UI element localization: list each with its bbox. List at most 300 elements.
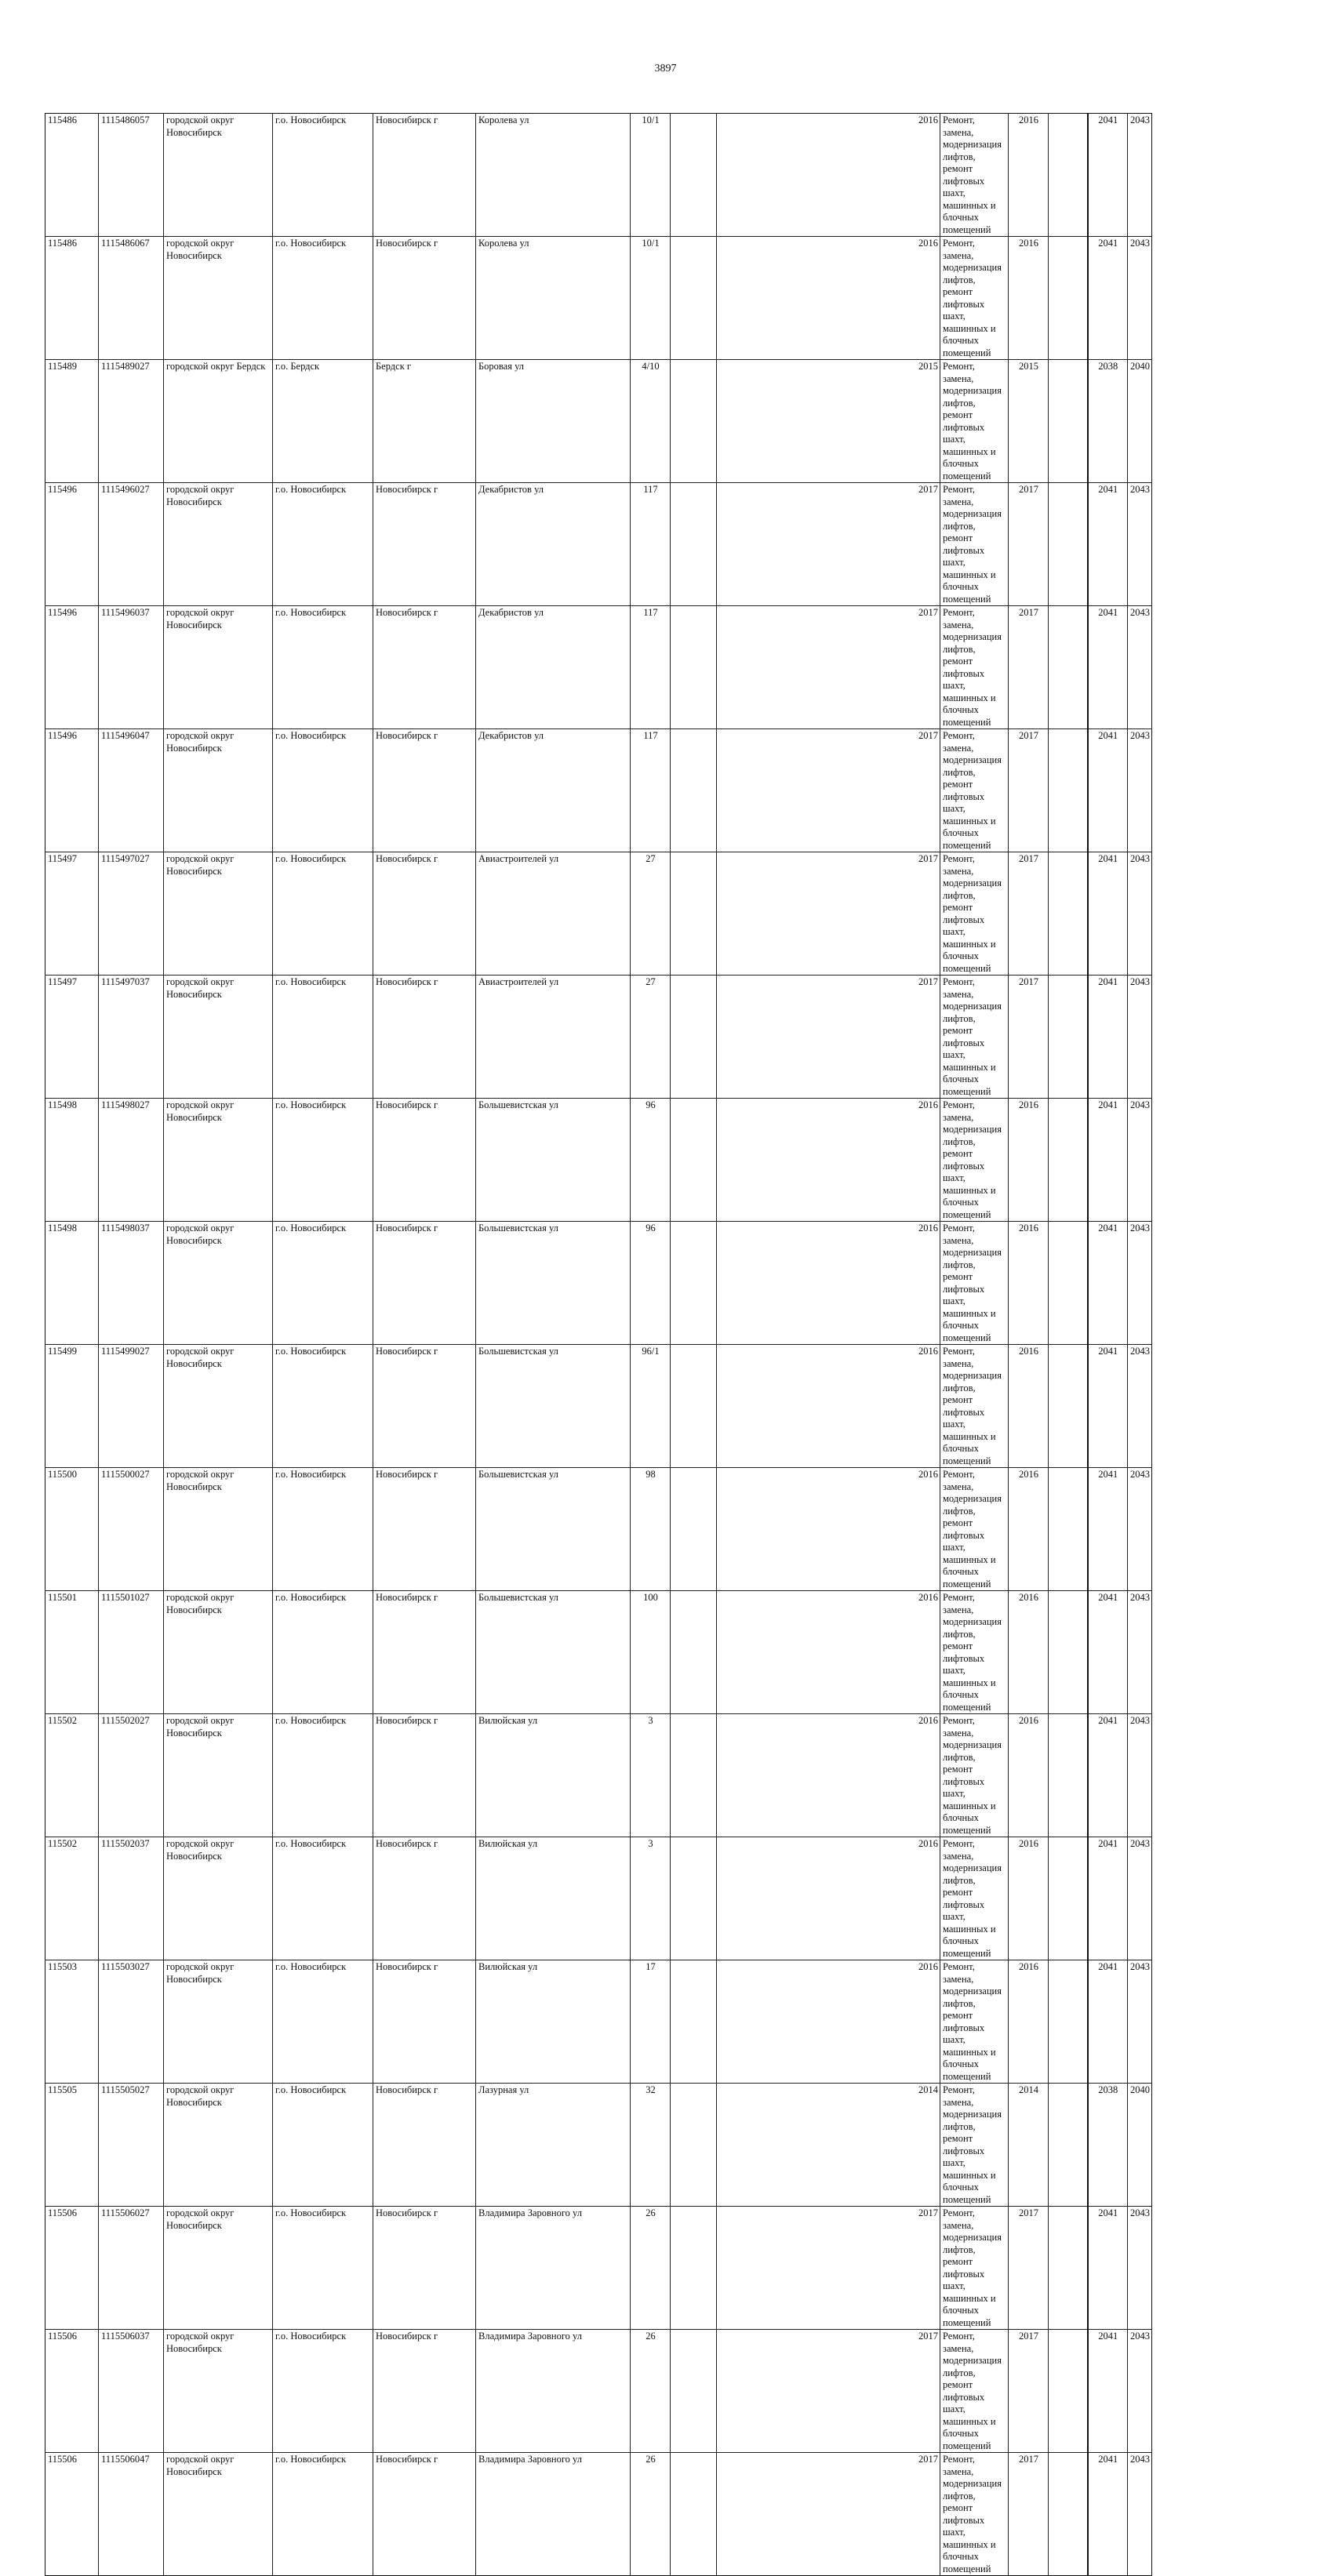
- cell-work: Ремонт, замена, модернизация лифтов, ремонт лифтовых шахт, машинных и блочных помещений: [940, 1099, 1009, 1222]
- cell-from: 2041: [1088, 1222, 1128, 1345]
- cell-extra: [671, 852, 717, 976]
- cell-municipality: г.о. Новосибирск: [273, 1468, 373, 1591]
- cell-street: Вилюйская ул: [476, 1837, 631, 1960]
- cell-from: 2041: [1088, 1837, 1128, 1960]
- cell-district: городской округ Новосибирск: [164, 1714, 273, 1837]
- cell-id: 115501: [45, 1591, 99, 1714]
- cell-municipality: г.о. Новосибирск: [273, 976, 373, 1099]
- cell-extra: [671, 729, 717, 852]
- table-row: [45, 976, 1152, 1099]
- cell-blank: [1049, 2330, 1088, 2453]
- cell-plan-year: 2016: [1009, 1099, 1049, 1222]
- cell-code: 1115486057: [99, 114, 164, 237]
- cell-id: 115503: [45, 1960, 99, 2084]
- cell-code: 1115506037: [99, 2330, 164, 2453]
- cell-code: 1115497027: [99, 852, 164, 976]
- cell-street: Декабристов ул: [476, 483, 631, 606]
- table-row: [45, 729, 1152, 852]
- cell-plan-year: 2017: [1009, 976, 1049, 1099]
- cell-work: Ремонт, замена, модернизация лифтов, ремонт лифтовых шахт, машинных и блочных помещений: [940, 1837, 1009, 1960]
- cell-city: Новосибирск г: [373, 1837, 476, 1960]
- cell-blank: [1049, 1345, 1088, 1468]
- cell-house: 10/1: [631, 114, 671, 237]
- cell-district: городской округ Новосибирск: [164, 1468, 273, 1591]
- cell-year: 2017: [717, 976, 940, 1099]
- cell-plan-year: 2016: [1009, 1468, 1049, 1591]
- cell-work: Ремонт, замена, модернизация лифтов, ремонт лифтовых шахт, машинных и блочных помещений: [940, 1960, 1009, 2084]
- cell-work: Ремонт, замена, модернизация лифтов, ремонт лифтовых шахт, машинных и блочных помещений: [940, 729, 1009, 852]
- cell-district: городской округ Новосибирск: [164, 852, 273, 976]
- cell-district: городской округ Новосибирск: [164, 114, 273, 237]
- cell-year: 2017: [717, 606, 940, 729]
- table-row: [45, 237, 1152, 360]
- cell-id: 115502: [45, 1714, 99, 1837]
- cell-street: Авиастроителей ул: [476, 976, 631, 1099]
- cell-house: 117: [631, 729, 671, 852]
- cell-blank: [1049, 976, 1088, 1099]
- cell-blank: [1049, 729, 1088, 852]
- cell-code: 1115503027: [99, 1960, 164, 2084]
- cell-city: Новосибирск г: [373, 1099, 476, 1222]
- cell-extra: [671, 1837, 717, 1960]
- cell-municipality: г.о. Новосибирск: [273, 1714, 373, 1837]
- cell-code: 1115501027: [99, 1591, 164, 1714]
- cell-extra: [671, 1345, 717, 1468]
- table-row: [45, 1837, 1152, 1960]
- cell-year: 2016: [717, 237, 940, 360]
- cell-plan-year: 2016: [1009, 114, 1049, 237]
- cell-code: 1115498027: [99, 1099, 164, 1222]
- cell-municipality: г.о. Новосибирск: [273, 2453, 373, 2576]
- cell-municipality: г.о. Новосибирск: [273, 1960, 373, 2084]
- cell-to: 2043: [1128, 114, 1152, 237]
- cell-plan-year: 2016: [1009, 1222, 1049, 1345]
- cell-plan-year: 2016: [1009, 1714, 1049, 1837]
- cell-street: Большевистская ул: [476, 1345, 631, 1468]
- cell-year: 2014: [717, 2084, 940, 2207]
- cell-street: Декабристов ул: [476, 729, 631, 852]
- cell-id: 115496: [45, 606, 99, 729]
- table-row: [45, 2330, 1152, 2453]
- cell-to: 2043: [1128, 2453, 1152, 2576]
- cell-to: 2043: [1128, 1960, 1152, 2084]
- cell-house: 117: [631, 483, 671, 606]
- cell-municipality: г.о. Новосибирск: [273, 483, 373, 606]
- cell-plan-year: 2016: [1009, 1960, 1049, 2084]
- cell-city: Новосибирск г: [373, 1468, 476, 1591]
- cell-municipality: г.о. Новосибирск: [273, 1222, 373, 1345]
- cell-from: 2041: [1088, 237, 1128, 360]
- cell-plan-year: 2016: [1009, 237, 1049, 360]
- cell-house: 17: [631, 1960, 671, 2084]
- cell-from: 2041: [1088, 729, 1128, 852]
- cell-id: 115505: [45, 2084, 99, 2207]
- cell-to: 2043: [1128, 852, 1152, 976]
- cell-id: 115498: [45, 1222, 99, 1345]
- cell-work: Ремонт, замена, модернизация лифтов, ремонт лифтовых шахт, машинных и блочных помещений: [940, 237, 1009, 360]
- cell-year: 2016: [717, 1837, 940, 1960]
- cell-house: 3: [631, 1714, 671, 1837]
- cell-code: 1115500027: [99, 1468, 164, 1591]
- cell-work: Ремонт, замена, модернизация лифтов, ремонт лифтовых шахт, машинных и блочных помещений: [940, 360, 1009, 483]
- cell-work: Ремонт, замена, модернизация лифтов, ремонт лифтовых шахт, машинных и блочных помещений: [940, 2330, 1009, 2453]
- cell-municipality: г.о. Новосибирск: [273, 1837, 373, 1960]
- cell-to: 2043: [1128, 1468, 1152, 1591]
- cell-street: Владимира Заровного ул: [476, 2330, 631, 2453]
- cell-street: Большевистская ул: [476, 1591, 631, 1714]
- cell-to: 2043: [1128, 237, 1152, 360]
- cell-to: 2040: [1128, 360, 1152, 483]
- cell-extra: [671, 606, 717, 729]
- table-row: [45, 1960, 1152, 2084]
- cell-code: 1115497037: [99, 976, 164, 1099]
- cell-plan-year: 2017: [1009, 483, 1049, 606]
- cell-code: 1115498037: [99, 1222, 164, 1345]
- cell-from: 2041: [1088, 1714, 1128, 1837]
- cell-to: 2043: [1128, 606, 1152, 729]
- cell-to: 2043: [1128, 2330, 1152, 2453]
- cell-to: 2043: [1128, 976, 1152, 1099]
- cell-work: Ремонт, замена, модернизация лифтов, ремонт лифтовых шахт, машинных и блочных помещений: [940, 1222, 1009, 1345]
- cell-code: 1115499027: [99, 1345, 164, 1468]
- cell-blank: [1049, 1468, 1088, 1591]
- cell-blank: [1049, 114, 1088, 237]
- cell-id: 115497: [45, 852, 99, 976]
- cell-district: городской округ Новосибирск: [164, 2330, 273, 2453]
- cell-street: Большевистская ул: [476, 1099, 631, 1222]
- cell-from: 2041: [1088, 852, 1128, 976]
- cell-from: 2041: [1088, 114, 1128, 237]
- cell-code: 1115486067: [99, 237, 164, 360]
- cell-work: Ремонт, замена, модернизация лифтов, ремонт лифтовых шахт, машинных и блочных помещений: [940, 1714, 1009, 1837]
- cell-city: Новосибирск г: [373, 1714, 476, 1837]
- cell-work: Ремонт, замена, модернизация лифтов, ремонт лифтовых шахт, машинных и блочных помещений: [940, 606, 1009, 729]
- cell-plan-year: 2016: [1009, 1591, 1049, 1714]
- cell-year: 2016: [717, 1591, 940, 1714]
- cell-to: 2043: [1128, 1099, 1152, 1222]
- cell-extra: [671, 1222, 717, 1345]
- cell-city: Новосибирск г: [373, 483, 476, 606]
- cell-city: Новосибирск г: [373, 729, 476, 852]
- cell-code: 1115506027: [99, 2207, 164, 2330]
- cell-extra: [671, 237, 717, 360]
- cell-from: 2041: [1088, 976, 1128, 1099]
- cell-extra: [671, 1714, 717, 1837]
- cell-to: 2043: [1128, 1714, 1152, 1837]
- cell-extra: [671, 483, 717, 606]
- cell-district: городской округ Новосибирск: [164, 237, 273, 360]
- cell-blank: [1049, 1960, 1088, 2084]
- cell-work: Ремонт, замена, модернизация лифтов, ремонт лифтовых шахт, машинных и блочных помещений: [940, 2207, 1009, 2330]
- cell-house: 100: [631, 1591, 671, 1714]
- cell-to: 2043: [1128, 1837, 1152, 1960]
- cell-house: 27: [631, 852, 671, 976]
- cell-district: городской округ Бердск: [164, 360, 273, 483]
- table-row: [45, 114, 1152, 237]
- cell-year: 2016: [717, 1960, 940, 2084]
- cell-from: 2041: [1088, 1591, 1128, 1714]
- table-row: [45, 1345, 1152, 1468]
- cell-year: 2016: [717, 1099, 940, 1222]
- cell-extra: [671, 976, 717, 1099]
- cell-city: Новосибирск г: [373, 976, 476, 1099]
- cell-house: 117: [631, 606, 671, 729]
- cell-house: 32: [631, 2084, 671, 2207]
- cell-house: 10/1: [631, 237, 671, 360]
- cell-year: 2017: [717, 2207, 940, 2330]
- table-row: [45, 2453, 1152, 2576]
- cell-house: 26: [631, 2330, 671, 2453]
- cell-district: городской округ Новосибирск: [164, 2207, 273, 2330]
- cell-id: 115498: [45, 1099, 99, 1222]
- cell-municipality: г.о. Новосибирск: [273, 729, 373, 852]
- cell-plan-year: 2016: [1009, 1345, 1049, 1468]
- cell-id: 115496: [45, 483, 99, 606]
- cell-extra: [671, 1960, 717, 2084]
- cell-id: 115499: [45, 1345, 99, 1468]
- cell-plan-year: 2017: [1009, 852, 1049, 976]
- cell-district: городской округ Новосибирск: [164, 1345, 273, 1468]
- cell-district: городской округ Новосибирск: [164, 483, 273, 606]
- cell-house: 96: [631, 1099, 671, 1222]
- cell-house: 27: [631, 976, 671, 1099]
- cell-blank: [1049, 483, 1088, 606]
- table-row: [45, 1591, 1152, 1714]
- cell-id: 115486: [45, 237, 99, 360]
- table-row: [45, 1099, 1152, 1222]
- cell-street: Большевистская ул: [476, 1468, 631, 1591]
- cell-city: Новосибирск г: [373, 114, 476, 237]
- table-row: [45, 483, 1152, 606]
- cell-blank: [1049, 1714, 1088, 1837]
- cell-to: 2043: [1128, 1222, 1152, 1345]
- cell-municipality: г.о. Новосибирск: [273, 2330, 373, 2453]
- cell-city: Новосибирск г: [373, 1345, 476, 1468]
- cell-municipality: г.о. Бердск: [273, 360, 373, 483]
- cell-plan-year: 2017: [1009, 2453, 1049, 2576]
- cell-from: 2041: [1088, 606, 1128, 729]
- cell-to: 2043: [1128, 2207, 1152, 2330]
- cell-district: городской округ Новосибирск: [164, 1591, 273, 1714]
- registry-body: [45, 114, 1152, 2576]
- cell-to: 2043: [1128, 1345, 1152, 1468]
- cell-house: 26: [631, 2207, 671, 2330]
- cell-year: 2017: [717, 2453, 940, 2576]
- cell-district: городской округ Новосибирск: [164, 1960, 273, 2084]
- cell-municipality: г.о. Новосибирск: [273, 1345, 373, 1468]
- cell-blank: [1049, 852, 1088, 976]
- table-row: [45, 2084, 1152, 2207]
- cell-municipality: г.о. Новосибирск: [273, 852, 373, 976]
- cell-work: Ремонт, замена, модернизация лифтов, ремонт лифтовых шахт, машинных и блочных помещений: [940, 1591, 1009, 1714]
- cell-street: Авиастроителей ул: [476, 852, 631, 976]
- cell-street: Королева ул: [476, 114, 631, 237]
- cell-work: Ремонт, замена, модернизация лифтов, ремонт лифтовых шахт, машинных и блочных помещений: [940, 976, 1009, 1099]
- cell-id: 115506: [45, 2453, 99, 2576]
- cell-work: Ремонт, замена, модернизация лифтов, ремонт лифтовых шахт, машинных и блочных помещений: [940, 1345, 1009, 1468]
- registry-table: [45, 113, 1152, 2576]
- cell-from: 2038: [1088, 360, 1128, 483]
- cell-street: Лазурная ул: [476, 2084, 631, 2207]
- cell-from: 2041: [1088, 1960, 1128, 2084]
- cell-plan-year: 2017: [1009, 606, 1049, 729]
- cell-plan-year: 2017: [1009, 2330, 1049, 2453]
- cell-year: 2016: [717, 1222, 940, 1345]
- cell-extra: [671, 2453, 717, 2576]
- page-number: 3897: [654, 63, 677, 74]
- cell-extra: [671, 2330, 717, 2453]
- cell-year: 2016: [717, 1345, 940, 1468]
- cell-extra: [671, 1591, 717, 1714]
- cell-year: 2017: [717, 483, 940, 606]
- cell-from: 2041: [1088, 2330, 1128, 2453]
- cell-municipality: г.о. Новосибирск: [273, 114, 373, 237]
- cell-blank: [1049, 237, 1088, 360]
- cell-id: 115502: [45, 1837, 99, 1960]
- cell-code: 1115505027: [99, 2084, 164, 2207]
- cell-from: 2041: [1088, 2207, 1128, 2330]
- cell-blank: [1049, 2084, 1088, 2207]
- cell-city: Новосибирск г: [373, 2330, 476, 2453]
- cell-blank: [1049, 2207, 1088, 2330]
- cell-year: 2017: [717, 729, 940, 852]
- cell-municipality: г.о. Новосибирск: [273, 237, 373, 360]
- cell-extra: [671, 114, 717, 237]
- cell-city: Новосибирск г: [373, 237, 476, 360]
- cell-code: 1115506047: [99, 2453, 164, 2576]
- cell-code: 1115496037: [99, 606, 164, 729]
- cell-plan-year: 2016: [1009, 1837, 1049, 1960]
- cell-blank: [1049, 1591, 1088, 1714]
- cell-municipality: г.о. Новосибирск: [273, 2084, 373, 2207]
- cell-code: 1115496047: [99, 729, 164, 852]
- cell-from: 2038: [1088, 2084, 1128, 2207]
- cell-city: Новосибирск г: [373, 2453, 476, 2576]
- cell-city: Бердск г: [373, 360, 476, 483]
- cell-code: 1115496027: [99, 483, 164, 606]
- cell-work: Ремонт, замена, модернизация лифтов, ремонт лифтовых шахт, машинных и блочных помещений: [940, 852, 1009, 976]
- cell-street: Вилюйская ул: [476, 1960, 631, 2084]
- cell-code: 1115502037: [99, 1837, 164, 1960]
- cell-extra: [671, 2084, 717, 2207]
- cell-house: 96/1: [631, 1345, 671, 1468]
- cell-street: Декабристов ул: [476, 606, 631, 729]
- cell-street: Королева ул: [476, 237, 631, 360]
- cell-municipality: г.о. Новосибирск: [273, 1591, 373, 1714]
- cell-id: 115506: [45, 2207, 99, 2330]
- cell-blank: [1049, 1222, 1088, 1345]
- cell-house: 96: [631, 1222, 671, 1345]
- cell-work: Ремонт, замена, модернизация лифтов, ремонт лифтовых шахт, машинных и блочных помещений: [940, 2084, 1009, 2207]
- table-row: [45, 2207, 1152, 2330]
- cell-work: Ремонт, замена, модернизация лифтов, ремонт лифтовых шахт, машинных и блочных помещений: [940, 483, 1009, 606]
- cell-from: 2041: [1088, 1345, 1128, 1468]
- cell-id: 115506: [45, 2330, 99, 2453]
- cell-district: городской округ Новосибирск: [164, 2084, 273, 2207]
- cell-district: городской округ Новосибирск: [164, 1099, 273, 1222]
- cell-to: 2043: [1128, 729, 1152, 852]
- cell-district: городской округ Новосибирск: [164, 1222, 273, 1345]
- cell-plan-year: 2017: [1009, 2207, 1049, 2330]
- cell-code: 1115489027: [99, 360, 164, 483]
- cell-year: 2016: [717, 114, 940, 237]
- cell-work: Ремонт, замена, модернизация лифтов, ремонт лифтовых шахт, машинных и блочных помещений: [940, 2453, 1009, 2576]
- cell-blank: [1049, 606, 1088, 729]
- cell-district: городской округ Новосибирск: [164, 606, 273, 729]
- cell-extra: [671, 1099, 717, 1222]
- cell-plan-year: 2014: [1009, 2084, 1049, 2207]
- cell-plan-year: 2015: [1009, 360, 1049, 483]
- cell-district: городской округ Новосибирск: [164, 729, 273, 852]
- cell-district: городской округ Новосибирск: [164, 2453, 273, 2576]
- cell-blank: [1049, 360, 1088, 483]
- cell-year: 2017: [717, 852, 940, 976]
- cell-district: городской округ Новосибирск: [164, 976, 273, 1099]
- cell-year: 2017: [717, 2330, 940, 2453]
- cell-city: Новосибирск г: [373, 606, 476, 729]
- cell-house: 98: [631, 1468, 671, 1591]
- cell-to: 2040: [1128, 2084, 1152, 2207]
- cell-municipality: г.о. Новосибирск: [273, 2207, 373, 2330]
- cell-year: 2016: [717, 1714, 940, 1837]
- cell-blank: [1049, 2453, 1088, 2576]
- cell-to: 2043: [1128, 483, 1152, 606]
- cell-from: 2041: [1088, 2453, 1128, 2576]
- cell-id: 115500: [45, 1468, 99, 1591]
- cell-from: 2041: [1088, 483, 1128, 606]
- cell-municipality: г.о. Новосибирск: [273, 606, 373, 729]
- table-row: [45, 852, 1152, 976]
- cell-city: Новосибирск г: [373, 2084, 476, 2207]
- cell-house: 3: [631, 1837, 671, 1960]
- cell-extra: [671, 1468, 717, 1591]
- cell-city: Новосибирск г: [373, 1591, 476, 1714]
- cell-id: 115486: [45, 114, 99, 237]
- cell-street: Большевистская ул: [476, 1222, 631, 1345]
- cell-id: 115489: [45, 360, 99, 483]
- cell-blank: [1049, 1099, 1088, 1222]
- cell-district: городской округ Новосибирск: [164, 1837, 273, 1960]
- cell-city: Новосибирск г: [373, 852, 476, 976]
- cell-work: Ремонт, замена, модернизация лифтов, ремонт лифтовых шахт, машинных и блочных помещений: [940, 1468, 1009, 1591]
- cell-house: 4/10: [631, 360, 671, 483]
- table-row: [45, 360, 1152, 483]
- cell-city: Новосибирск г: [373, 1222, 476, 1345]
- cell-extra: [671, 360, 717, 483]
- cell-id: 115497: [45, 976, 99, 1099]
- cell-city: Новосибирск г: [373, 2207, 476, 2330]
- cell-city: Новосибирск г: [373, 1960, 476, 2084]
- cell-street: Боровая ул: [476, 360, 631, 483]
- cell-year: 2016: [717, 1468, 940, 1591]
- cell-to: 2043: [1128, 1591, 1152, 1714]
- cell-from: 2041: [1088, 1099, 1128, 1222]
- cell-id: 115496: [45, 729, 99, 852]
- cell-from: 2041: [1088, 1468, 1128, 1591]
- cell-house: 26: [631, 2453, 671, 2576]
- cell-municipality: г.о. Новосибирск: [273, 1099, 373, 1222]
- cell-code: 1115502027: [99, 1714, 164, 1837]
- table-row: [45, 606, 1152, 729]
- cell-street: Вилюйская ул: [476, 1714, 631, 1837]
- cell-extra: [671, 2207, 717, 2330]
- table-row: [45, 1714, 1152, 1837]
- cell-work: Ремонт, замена, модернизация лифтов, ремонт лифтовых шахт, машинных и блочных помещений: [940, 114, 1009, 237]
- table-row: [45, 1468, 1152, 1591]
- cell-blank: [1049, 1837, 1088, 1960]
- cell-year: 2015: [717, 360, 940, 483]
- table-row: [45, 1222, 1152, 1345]
